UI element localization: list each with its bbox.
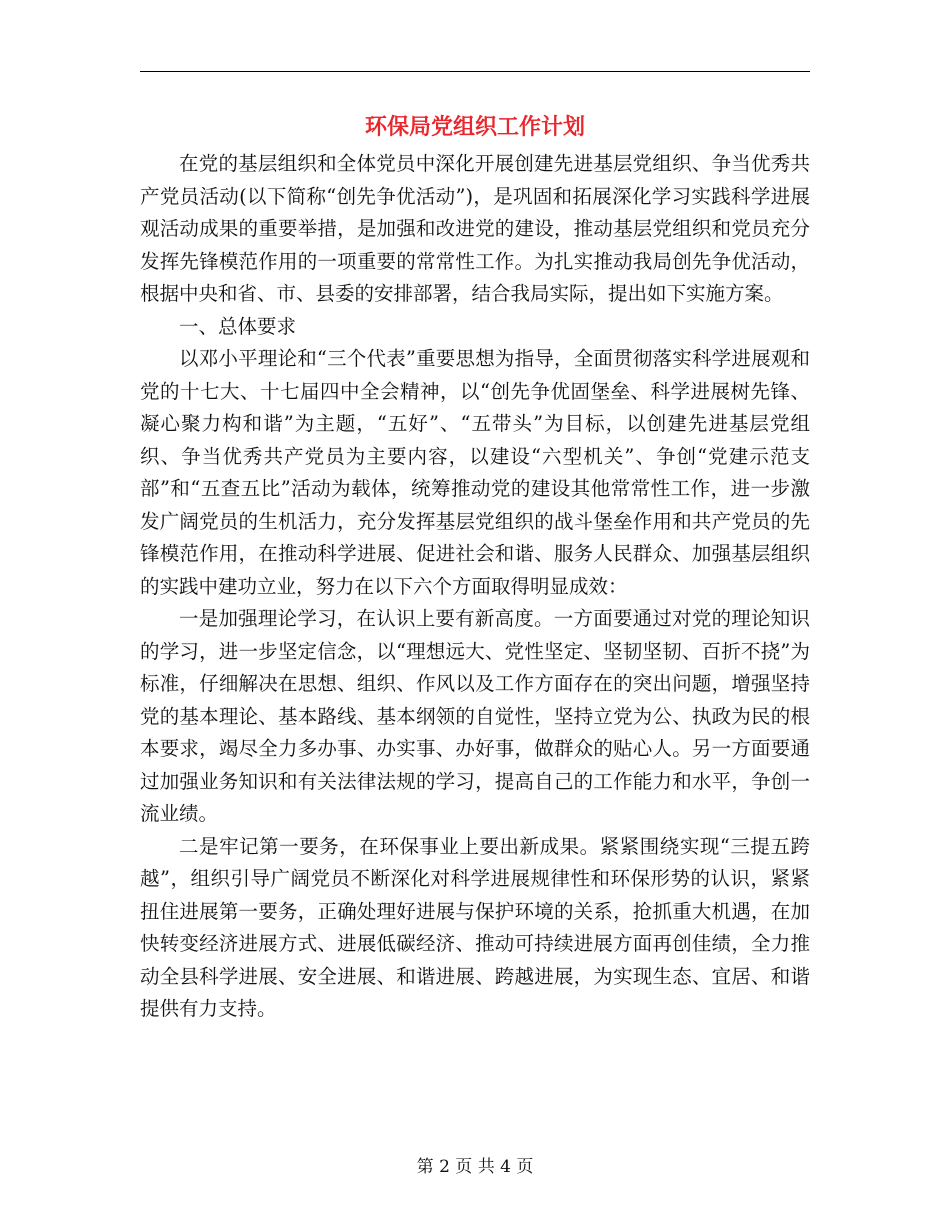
header-rule xyxy=(140,71,810,72)
document-title: 环保局党组织工作计划 xyxy=(364,114,585,140)
paragraph-point-two: 二是牢记第一要务，在环保事业上要出新成果。紧紧围绕实现“三提五跨越”，组织引导广阔党员不断深化对科学进展规律性和环保形势的认识，紧紧扭住进展第一要务，正确处理好进展与保护环境的关系，抢抓重大机遇，在加快转变经济进展方式、进展低碳经济、推动可持续进展方面再创佳绩，全力推动全县科学进展、安全进展、和谐进展、跨越进展，为实现生态、宜居、和谐提供有力支持。 xyxy=(140,834,810,1020)
paragraph-point-one: 一是加强理论学习，在认识上要有新高度。一方面要通过对党的理论知识的学习，进一步坚定信念，以“理想远大、党性坚定、坚韧坚韧、百折不挠”为标准，仔细解决在思想、组织、作风以及工作方面存在的突出问题，增强坚持党的基本理论、基本路线、基本纲领的自觉性，坚持立党为公、执政为民的根本要求，竭尽全力多办事、办实事、办好事，做群众的贴心人。另一方面要通过加强业务知识和有关法律法规的学习，提高自己的工作能力和水平，争创一流业绩。 xyxy=(140,607,810,825)
paragraph-general-requirements: 以邓小平理论和“三个代表”重要思想为指导，全面贯彻落实科学进展观和党的十七大、十七届四中全会精神，以“创先争优固堡垒、科学进展树先锋、凝心聚力构和谐”为主题，“五好”、“五带头”为目标，以创建先进基层党组织、争当优秀共产党员为主要内容，以建设“六型机关”、争创“党建示范支部”和“五查五比”活动为载体，统筹推动党的建设其他常常性工作，进一步激发广阔党员的生机活力，充分发挥基层党组织的战斗堡垒作用和共产党员的先锋模范作用，在推动科学进展、促进社会和谐、服务人民群众、加强基层组织的实践中建功立业，努力在以下六个方面取得明显成效： xyxy=(140,347,810,598)
document-body xyxy=(140,148,810,1026)
section-heading: 一、总体要求 xyxy=(179,314,297,338)
page-number: 第 2 页 共 4 页 xyxy=(416,1157,534,1177)
paragraph-intro: 在党的基层组织和全体党员中深化开展创建先进基层党组织、争当优秀共产党员活动(以下简称“创先争优活动”)，是巩固和拓展深化学习实践科学进展观活动成果的重要举措，是加强和改进党的建设，推动基层党组织和党员充分发挥先锋模范作用的一项重要的常常性工作。为扎实推动我局创先争优活动，根据中央和省、市、县委的安排部署，结合我局实际，提出如下实施方案。 xyxy=(140,152,810,305)
